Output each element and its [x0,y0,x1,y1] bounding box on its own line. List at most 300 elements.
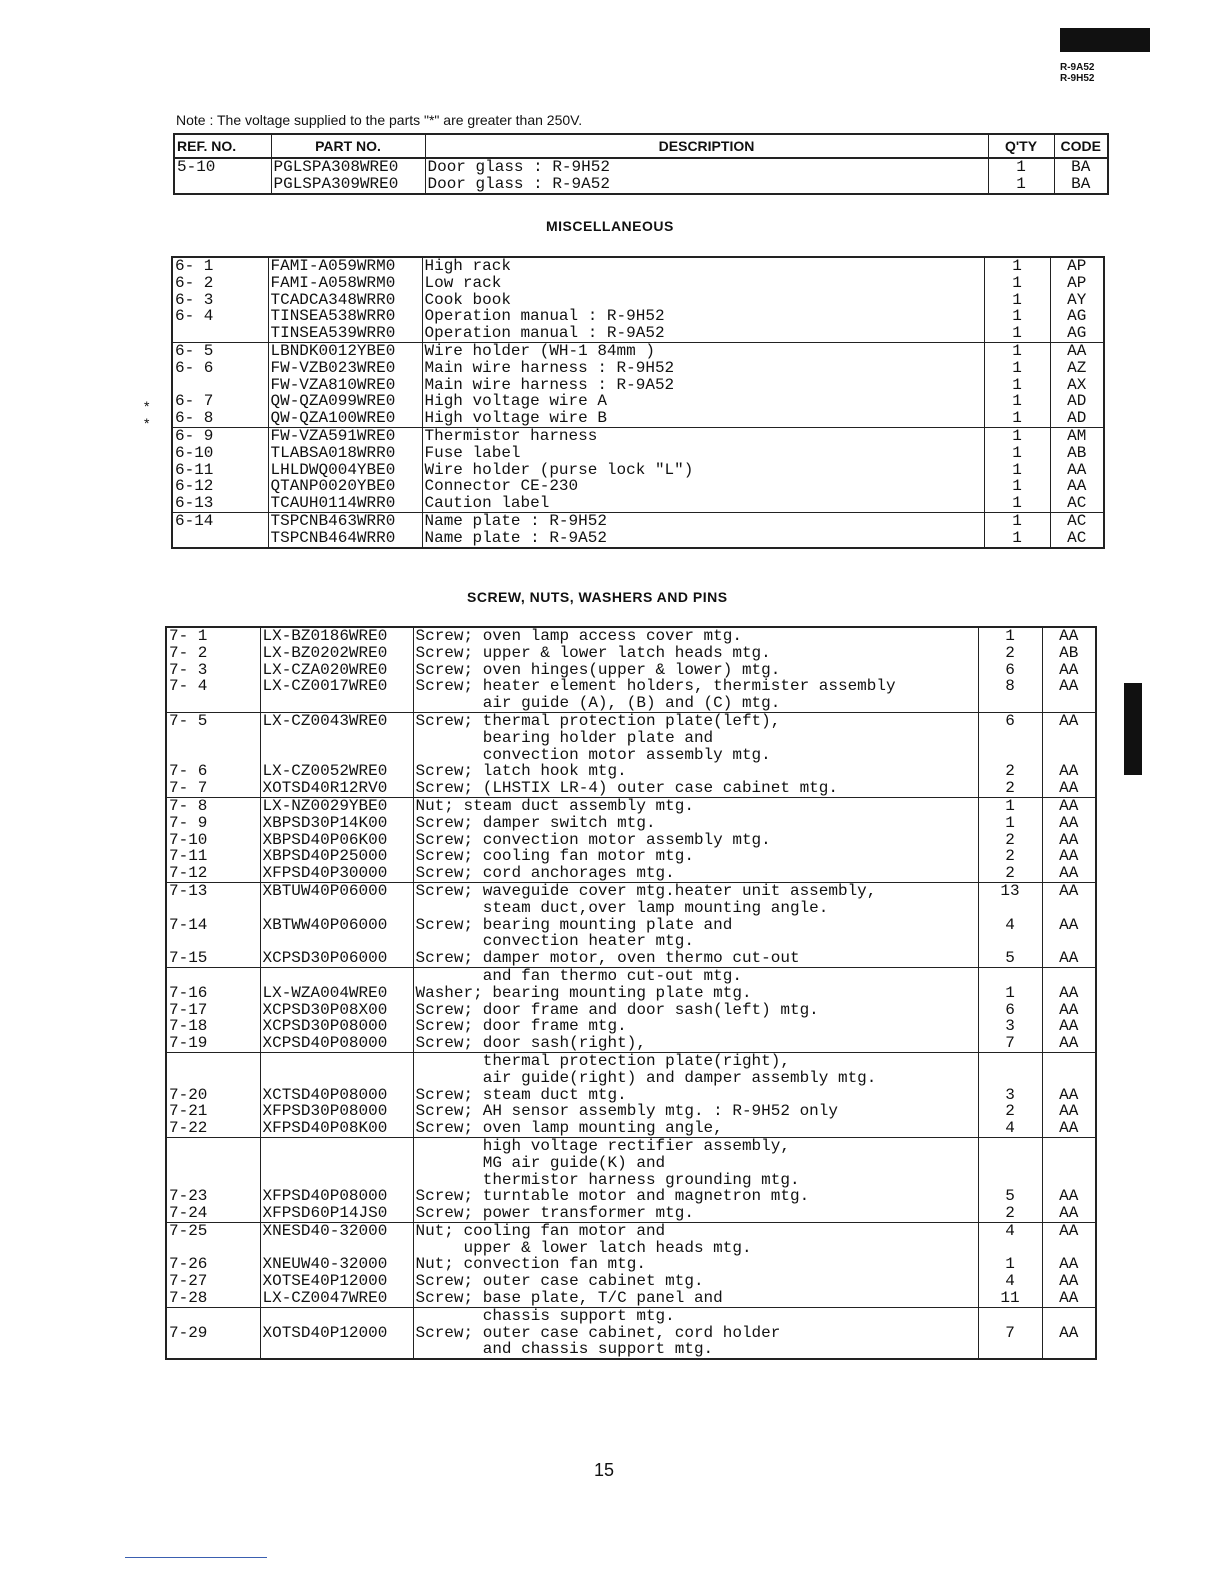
qty-line: 4 [1005,915,1015,934]
part-no-line [263,968,411,985]
ref-no-line: 6-11 [175,460,214,479]
code-line: AA [1059,983,1079,1002]
description-cell [413,1052,978,1137]
qty-line [981,1155,1040,1172]
ref-no-line: 6- 2 [175,273,214,292]
code-line [1045,747,1094,764]
page-number: 15 [594,1460,615,1480]
qty-line: 1 [1005,627,1015,645]
part-no-line: XCPSD30P08000 [262,1017,388,1036]
table-row-group [166,1307,1096,1359]
table-row-group [172,342,1104,427]
section-tab-marker [1124,683,1142,775]
high-voltage-marker: * [144,415,150,431]
qty-line: 11 [1000,1289,1020,1308]
code-cell [1050,257,1104,342]
ref-no-line: 7-17 [169,1000,208,1019]
table-row-group [174,158,1108,194]
qty-line [981,1341,1040,1358]
code-line: AA [1059,949,1079,968]
code-line: AG [1067,307,1087,326]
code-line [1045,1240,1094,1257]
part-no-line: TCADCA348WRR0 [270,290,396,309]
description-line: High voltage wire B [424,409,607,428]
ref-no-line [169,747,258,764]
col-header-ref: REF. NO. [174,134,271,158]
table-row-group [166,1222,1096,1307]
description-cell [422,342,984,427]
code-line: AD [1067,409,1087,428]
description-line: air guide (A), (B) and (C) mtg. [415,694,781,713]
ref-no-line: 7- 9 [169,813,208,832]
description-line: thermistor harness grounding mtg. [415,1170,800,1189]
code-line: AP [1067,257,1087,275]
description-line: Main wire harness : R-9H52 [424,358,675,377]
description-line: Screw; door frame and door sash(left) mtg. [415,1000,819,1019]
description-line: Screw; base plate, T/C panel and [415,1289,723,1308]
code-line: AA [1059,1119,1079,1138]
description-line: Screw; (LHSTIX LR-4) outer case cabinet mtg. [415,779,838,798]
code-line [1045,1070,1094,1087]
qty-cell [978,882,1042,967]
description-line: Fuse label [424,443,521,462]
description-line: Screw; convection motor assembly mtg. [415,830,771,849]
part-no-line [263,1155,411,1172]
qty-line [981,747,1040,764]
code-line: AA [1059,627,1079,645]
ref-no-line: 7-11 [169,847,208,866]
high-voltage-marker: * [144,398,150,414]
code-line: AD [1067,392,1087,411]
description-line: thermal protection plate(right), [415,1051,790,1070]
part-no-line: XFPSD40P08K00 [262,1119,388,1138]
qty-line: 1 [1012,426,1022,445]
ref-no-cell [166,627,260,712]
parts-table-miscellaneous [171,256,1105,549]
code-line [1045,1341,1094,1358]
parts-table-door-glass [173,133,1109,195]
ref-no-line [169,900,258,917]
code-line: BA [1071,158,1091,176]
code-cell [1042,797,1096,882]
qty-cell [984,512,1050,547]
description-line: Screw; door sash(right), [415,1034,646,1053]
ref-no-cell [166,1137,260,1222]
ref-no-line [169,1155,258,1172]
ref-no-line [177,176,269,193]
part-no-line: FW-VZB023WRE0 [270,358,396,377]
part-no-line: XBPSD40P06K00 [262,830,388,849]
code-line [1045,1172,1094,1189]
qty-line [981,1172,1040,1189]
description-line: Caution label [424,494,550,513]
ref-no-line: 6- 4 [175,307,214,326]
qty-line [981,968,1040,985]
code-line: AA [1059,677,1079,696]
description-line: convection motor assembly mtg. [415,745,771,764]
part-no-cell [271,158,425,194]
qty-line: 6 [1005,711,1015,730]
ref-no-line [169,1240,258,1257]
ref-no-line: 7-15 [169,949,208,968]
ref-no-line: 7-26 [169,1255,208,1274]
part-no-line: XCPSD30P06000 [262,949,388,968]
code-line [1045,1138,1094,1155]
table-row-group [172,257,1104,342]
code-line [1045,968,1094,985]
qty-line: 5 [1005,1187,1015,1206]
table-row-group [166,627,1096,712]
description-line: Main wire harness : R-9A52 [424,375,675,394]
part-no-line: XFPSD40P30000 [262,864,388,883]
footer-rule [125,1557,267,1558]
description-cell [413,1222,978,1307]
ref-no-cell [166,712,260,797]
part-no-line: XCPSD40P08000 [262,1034,388,1053]
part-no-cell [260,712,413,797]
ref-no-line: 6- 1 [175,257,214,275]
description-line: Wire holder (WH-1 84mm ) [424,341,655,360]
code-line: AA [1059,830,1079,849]
ref-no-line: 7-29 [169,1323,208,1342]
part-no-cell [260,1307,413,1359]
code-line: BA [1071,174,1091,193]
description-line: Screw; outer case cabinet mtg. [415,1272,704,1291]
code-line [1045,1053,1094,1070]
description-line: Screw; power transformer mtg. [415,1204,694,1223]
code-line: AX [1067,375,1087,394]
qty-line: 1 [1012,528,1022,547]
part-no-line: XBPSD40P25000 [262,847,388,866]
ref-no-line: 7-20 [169,1085,208,1104]
qty-line: 7 [1005,1034,1015,1053]
code-cell [1042,967,1096,1052]
ref-no-line: 6- 8 [175,409,214,428]
code-line: AA [1059,1323,1079,1342]
part-no-line: QTANP0020YBE0 [270,477,396,496]
code-line: AC [1067,494,1087,513]
description-line: Screw; oven lamp mounting angle, [415,1119,723,1138]
part-no-line: XNEUW40-32000 [262,1255,388,1274]
part-no-line: XFPSD30P08000 [262,1102,388,1121]
part-no-line: TLABSA018WRR0 [270,443,396,462]
code-cell [1042,627,1096,712]
ref-no-line: 6-13 [175,494,214,513]
code-line [1045,695,1094,712]
qty-line: 4 [1005,1221,1015,1240]
ref-no-line [169,1053,258,1070]
qty-line: 2 [1005,830,1015,849]
qty-line [981,1070,1040,1087]
description-line: and fan thermo cut-out mtg. [415,966,742,985]
part-no-line: LX-CZ0047WRE0 [262,1289,388,1308]
code-line: AA [1059,1204,1079,1223]
header-black-block [1060,28,1150,52]
ref-no-line: 7-13 [169,881,208,900]
table-row-group [166,882,1096,967]
voltage-note: Note : The voltage supplied to the parts "*" are greater than 250V. [176,112,583,128]
description-line: bearing holder plate and [415,728,714,747]
ref-no-line: 6- 7 [175,392,214,411]
qty-line: 13 [1000,881,1020,900]
description-line: Operation manual : R-9H52 [424,307,665,326]
description-cell [425,158,988,194]
description-line: Name plate : R-9A52 [424,528,607,547]
ref-no-cell [172,427,268,512]
part-no-line: FW-VZA810WRE0 [270,375,396,394]
qty-cell [978,1307,1042,1359]
code-line: AA [1059,1085,1079,1104]
description-line: chassis support mtg. [415,1306,675,1325]
part-no-line: XOTSD40P12000 [262,1323,388,1342]
part-no-line: TSPCNB464WRR0 [270,528,396,547]
ref-no-line: 7-24 [169,1204,208,1223]
description-line: Screw; AH sensor assembly mtg. : R-9H52 only [415,1102,838,1121]
qty-cell [978,1222,1042,1307]
description-line: Screw; damper switch mtg. [415,813,656,832]
part-no-line: XOTSE40P12000 [262,1272,388,1291]
ref-no-line: 7-14 [169,915,208,934]
qty-cell [978,712,1042,797]
description-line: Screw; waveguide cover mtg.heater unit assembly, [415,881,877,900]
part-no-cell [260,967,413,1052]
model-numbers [1060,62,1094,84]
description-line: Low rack [424,273,502,292]
code-cell [1042,1137,1096,1222]
qty-line: 1 [1012,460,1022,479]
qty-cell [984,257,1050,342]
qty-line: 2 [1005,1102,1015,1121]
ref-no-line [169,933,258,950]
table-row-group [172,427,1104,512]
model-number: R-9A52 [1060,62,1095,73]
ref-no-line: 6- 9 [175,426,214,445]
code-line [1045,730,1094,747]
description-line: high voltage rectifier assembly, [415,1136,790,1155]
code-line: AB [1059,643,1079,662]
ref-no-line: 7- 2 [169,643,208,662]
part-no-line: FW-VZA591WRE0 [270,426,396,445]
qty-line: 1 [1012,409,1022,428]
description-line: Door glass : R-9A52 [427,174,610,193]
part-no-line: QW-QZA100WRE0 [270,409,396,428]
part-no-line [263,1172,411,1189]
description-line: Operation manual : R-9A52 [424,324,665,343]
col-header-qty: Q'TY [988,134,1054,158]
table-row-group [166,712,1096,797]
description-line: steam duct,over lamp mounting angle. [415,898,829,917]
description-line: Nut; cooling fan motor and [415,1221,666,1240]
ref-no-line: 7-27 [169,1272,208,1291]
qty-line: 1 [1012,511,1022,530]
part-no-line: XFPSD60P14JS0 [262,1204,388,1223]
part-no-line: FAMI-A058WRM0 [270,273,396,292]
code-cell [1050,427,1104,512]
qty-line: 7 [1005,1323,1015,1342]
ref-no-cell [166,967,260,1052]
qty-line [981,900,1040,917]
part-no-line [263,1308,411,1325]
qty-line: 3 [1005,1017,1015,1036]
qty-line: 1 [1012,307,1022,326]
part-no-line [263,1240,411,1257]
part-no-line: PGLSPA308WRE0 [273,158,399,176]
description-line: and chassis support mtg. [415,1340,714,1359]
part-no-line [263,730,411,747]
part-no-line: XBTWW40P06000 [262,915,388,934]
ref-no-cell [166,882,260,967]
description-cell [422,512,984,547]
description-line: Screw; door frame mtg. [415,1017,627,1036]
ref-no-line: 7-25 [169,1221,208,1240]
ref-no-line: 7-21 [169,1102,208,1121]
code-line: AA [1059,1000,1079,1019]
qty-cell [984,342,1050,427]
qty-cell [978,967,1042,1052]
qty-line: 1 [1005,983,1015,1002]
code-line: AA [1059,1221,1079,1240]
ref-no-line: 7-12 [169,864,208,883]
code-line [1045,1155,1094,1172]
description-line: MG air guide(K) and [415,1153,666,1172]
ref-no-line [169,968,258,985]
code-line: AM [1067,426,1087,445]
qty-cell [978,1137,1042,1222]
ref-no-line [169,1070,258,1087]
code-cell [1042,1307,1096,1359]
code-line [1045,900,1094,917]
ref-no-line: 7-16 [169,983,208,1002]
part-no-line: LX-CZ0043WRE0 [262,711,388,730]
ref-no-line: 6-12 [175,477,214,496]
description-cell [413,627,978,712]
qty-line: 1 [1012,257,1022,275]
qty-line: 1 [1012,443,1022,462]
table-row-group [166,967,1096,1052]
qty-line: 1 [1012,341,1022,360]
description-line: Cook book [424,290,511,309]
code-line: AA [1067,341,1087,360]
part-no-cell [268,427,422,512]
code-cell [1054,158,1108,194]
ref-no-line: 7- 3 [169,660,208,679]
ref-no-line: 7-28 [169,1289,208,1308]
ref-no-cell [174,158,271,194]
ref-no-line: 7-10 [169,830,208,849]
qty-line: 2 [1005,762,1015,781]
qty-line: 1 [1012,358,1022,377]
description-cell [413,882,978,967]
qty-line: 1 [1005,1255,1015,1274]
code-cell [1042,712,1096,797]
ref-no-cell [166,1222,260,1307]
part-no-cell [260,1052,413,1137]
ref-no-line [169,730,258,747]
description-cell [413,1137,978,1222]
part-no-line: XOTSD40R12RV0 [262,779,388,798]
code-line: AA [1059,864,1079,883]
table-row-group [172,512,1104,547]
qty-line: 1 [1012,392,1022,411]
description-cell [413,712,978,797]
qty-line: 5 [1005,949,1015,968]
model-number: R-9H52 [1060,73,1095,84]
code-cell [1042,1222,1096,1307]
part-no-line: LX-NZ0029YBE0 [262,796,388,815]
ref-no-line: 7- 1 [169,627,208,645]
ref-no-line: 6- 6 [175,358,214,377]
part-no-line: LHLDWQ004YBE0 [270,460,396,479]
description-line: Screw; outer case cabinet, cord holder [415,1323,781,1342]
code-line: AA [1059,796,1079,815]
ref-no-line: 6- 5 [175,341,214,360]
qty-line [981,695,1040,712]
qty-line: 2 [1005,864,1015,883]
description-line: Screw; thermal protection plate(left), [415,711,781,730]
code-line: AA [1059,1187,1079,1206]
ref-no-line [169,1172,258,1189]
code-line: AA [1059,1272,1079,1291]
qty-line: 1 [1012,290,1022,309]
ref-no-line [175,530,266,547]
qty-cell [978,797,1042,882]
qty-line [981,1138,1040,1155]
col-header-code: CODE [1054,134,1108,158]
part-no-line: XBPSD30P14K00 [262,813,388,832]
part-no-line [263,1341,411,1358]
qty-line: 3 [1005,1085,1015,1104]
part-no-line [263,1053,411,1070]
ref-no-cell [172,257,268,342]
qty-line: 8 [1005,677,1015,696]
code-line: AZ [1067,358,1087,377]
description-cell [413,797,978,882]
ref-no-line [169,1308,258,1325]
table-row-group [166,1137,1096,1222]
part-no-line [263,695,411,712]
description-line: Screw; oven hinges(upper & lower) mtg. [415,660,781,679]
ref-no-line: 6-14 [175,511,214,530]
ref-no-cell [172,512,268,547]
code-line: AA [1059,1102,1079,1121]
qty-line [981,1308,1040,1325]
table-row-group [166,797,1096,882]
code-line: AC [1067,528,1087,547]
code-line: AA [1059,847,1079,866]
qty-line: 2 [1005,847,1015,866]
qty-line: 2 [1005,779,1015,798]
part-no-cell [260,627,413,712]
description-line: Name plate : R-9H52 [424,511,607,530]
description-cell [422,257,984,342]
code-line: AC [1067,511,1087,530]
part-no-line: LX-BZ0202WRE0 [262,643,388,662]
part-no-line: PGLSPA309WRE0 [273,174,399,193]
description-line: Screw; cord anchorages mtg. [415,864,675,883]
code-line: AP [1067,273,1087,292]
description-line: Screw; cooling fan motor mtg. [415,847,694,866]
part-no-line: LX-CZ0017WRE0 [262,677,388,696]
qty-line: 4 [1005,1119,1015,1138]
code-cell [1042,1052,1096,1137]
qty-line [981,933,1040,950]
description-cell [413,1307,978,1359]
ref-no-line [169,695,258,712]
description-line: Connector CE-230 [424,477,579,496]
code-line: AA [1059,1017,1079,1036]
description-line: Door glass : R-9H52 [427,158,610,176]
part-no-line: LX-BZ0186WRE0 [262,627,388,645]
